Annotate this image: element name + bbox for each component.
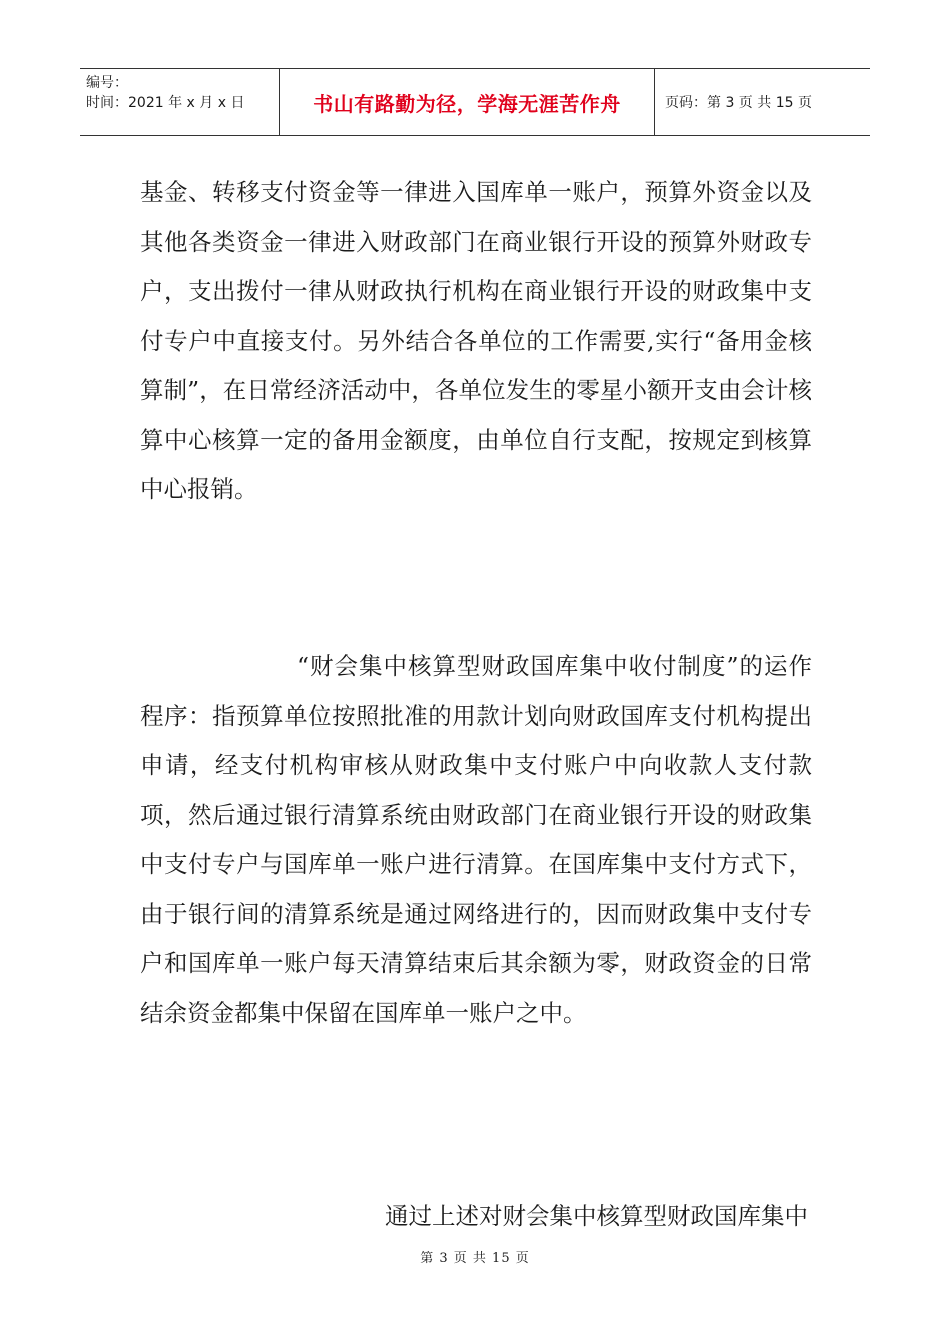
page-footer: 第 3 页 共 15 页 [420, 1251, 530, 1266]
document-header [80, 68, 870, 136]
header-page-cell [655, 69, 870, 135]
document-time-label: 时间：2021 年 x 月 x 日 [86, 95, 245, 111]
body-paragraph-3: 通过上述对财会集中核算型财政国库集中 [385, 1202, 808, 1230]
body-paragraph-2: “财会集中核算型财政国库集中收付制度”的运作程序：指预算单位按照批准的用款计划向财政国库支付机构提出申请，经支付机构审核从财政集中支付账户中向收款人支付款项，然后通过银行清算系统由财政部门在商业银行开设的财政集中支付专户与国库单一账户进行清算。在国库集中支付方式下，由于银行间的清算系统是通过网络进行的，因而财政集中支付专户和国库单一账户每天清算结束后其余额为零，财政资金的日常结余资金都集中保留在国库单一账户之中。 [140, 652, 812, 1027]
header-page-info: 页码：第 3 页 共 15 页 [665, 95, 812, 111]
document-number-label: 编号： [86, 75, 128, 91]
body-paragraph-1: 基金、转移支付资金等一律进入国库单一账户，预算外资金以及其他各类资金一律进入财政部门在商业银行开设的预算外财政专户，支出拨付一律从财政执行机构在商业银行开设的财政集中支付专户中直接支付。另外结合各单位的工作需要,实行“备用金核算制”，在日常经济活动中，各单位发生的零星小额开支由会计核算中心核算一定的备用金额度，由单位自行支配，按规定到核算中心报销。 [140, 178, 812, 503]
header-meta-cell [80, 69, 280, 135]
header-motto: 书山有路勤为径，学海无涯苦作舟 [313, 91, 621, 116]
header-motto-cell [280, 69, 655, 135]
